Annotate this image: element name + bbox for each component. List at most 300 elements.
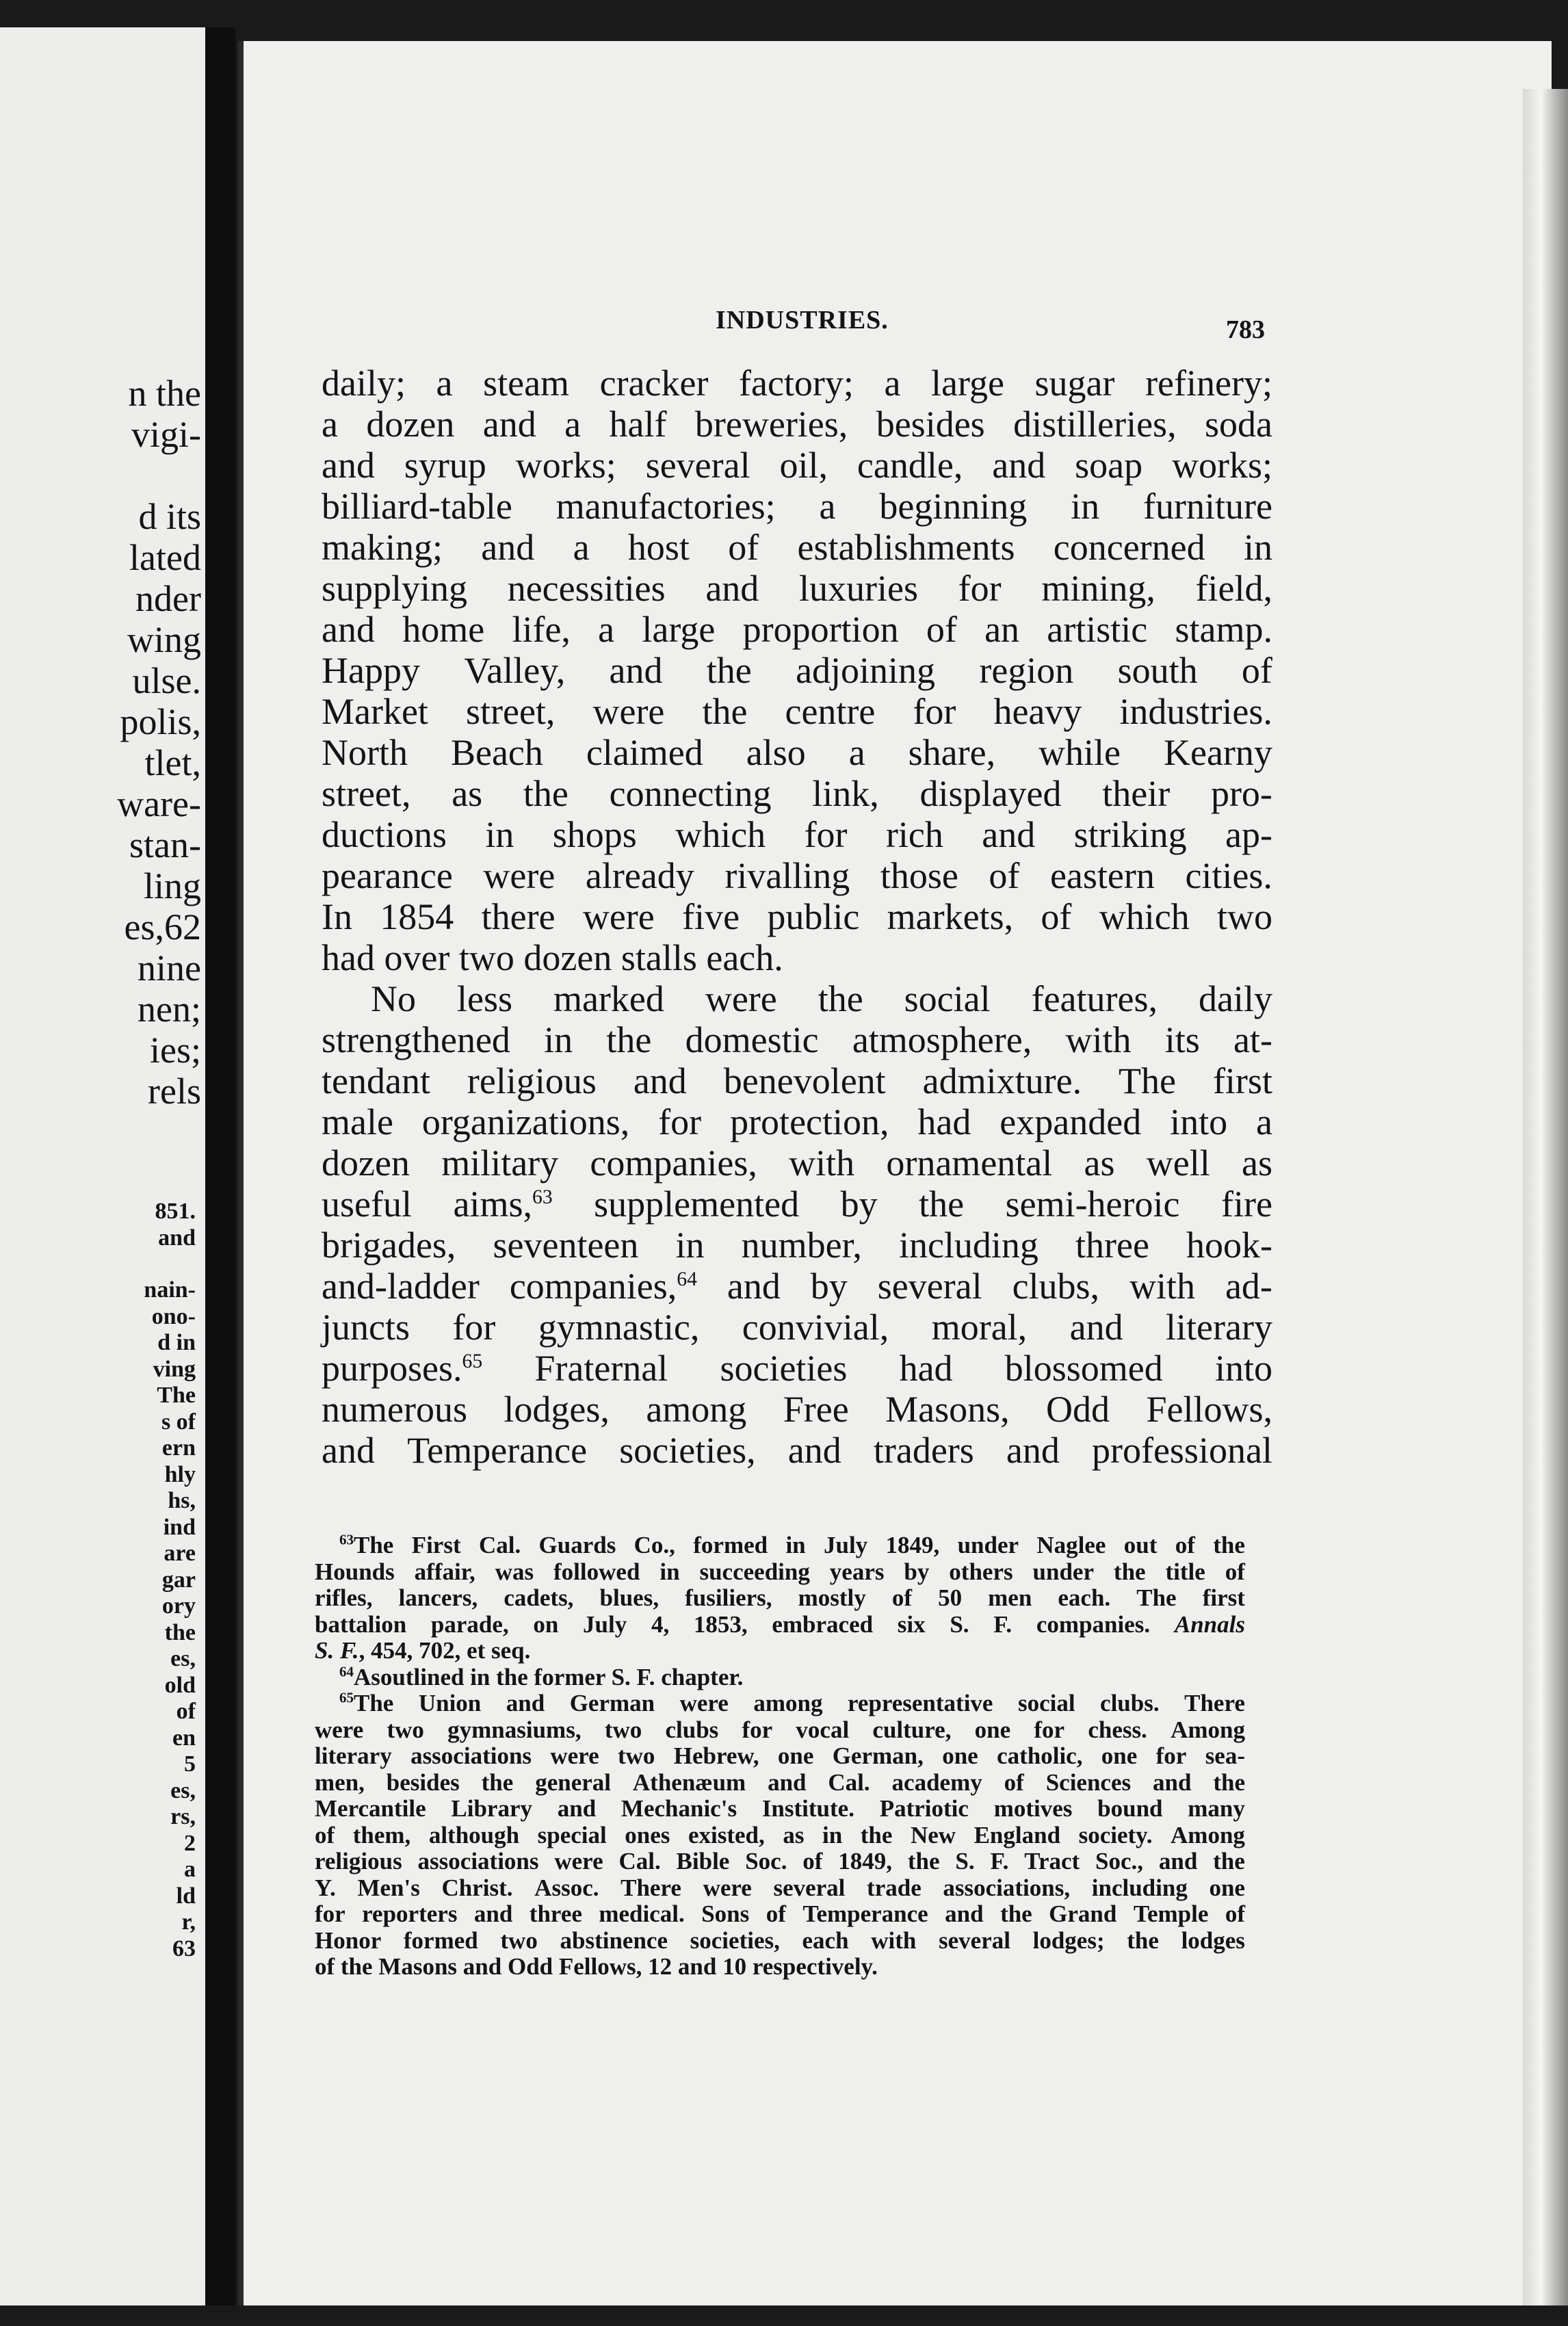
facing-line: ware-: [117, 783, 201, 824]
footnote-line: $^{64}$As outlined in the former S. F. chapter.: [339, 1662, 744, 1690]
facing-note-line: and: [158, 1225, 196, 1251]
footnote-line: [315, 1690, 1245, 1717]
word: numerous: [322, 1389, 467, 1430]
word: the: [907, 1848, 940, 1874]
footnote-line: [315, 1928, 1245, 1955]
word: and: [473, 1900, 513, 1927]
footnote-line: of the Masons and Odd Fellows, 12 and 10 respectively.: [315, 1953, 878, 1980]
word: south: [1117, 650, 1198, 691]
facing-note-line: ld: [176, 1883, 196, 1909]
word: as: [1084, 1142, 1115, 1184]
word: three: [529, 1900, 582, 1927]
word: field,: [1195, 568, 1272, 609]
word: daily: [1198, 978, 1272, 1019]
facing-line: ling: [143, 865, 201, 906]
word: two: [500, 1926, 538, 1954]
word: companies,$^{64}$: [509, 1266, 697, 1307]
word: many: [1188, 1795, 1245, 1822]
word: years: [829, 1558, 885, 1585]
footnote-number: 65: [339, 1689, 354, 1706]
word: one: [1101, 1742, 1138, 1769]
facing-note-line: ono-: [151, 1303, 196, 1329]
word: chess.: [1088, 1716, 1147, 1743]
footnote-line: [315, 1532, 1245, 1559]
word: works;: [515, 445, 616, 486]
word: several: [939, 1926, 1010, 1954]
word: several: [877, 1266, 982, 1307]
word: a: [436, 363, 453, 404]
word: lancers,: [398, 1584, 478, 1611]
word: by: [904, 1558, 930, 1585]
word: cracker: [599, 363, 709, 404]
text-line: [322, 896, 1272, 937]
word: two: [604, 1716, 642, 1743]
word: which: [1099, 896, 1190, 937]
word: which: [675, 814, 766, 855]
word: refinery;: [1145, 363, 1272, 404]
word: heavy: [993, 691, 1082, 732]
word: F.: [993, 1610, 1012, 1638]
word: with: [871, 1926, 917, 1954]
word: domestic: [685, 1019, 819, 1060]
word: the: [860, 1821, 893, 1848]
word: although: [428, 1821, 520, 1848]
word: aims,$^{63}$: [453, 1184, 553, 1225]
word: one: [1209, 1874, 1245, 1901]
facing-line: nine: [138, 948, 201, 989]
word: Christ.: [441, 1874, 513, 1901]
footnote-line: [315, 1848, 1245, 1875]
page-edge: [1523, 89, 1568, 2305]
word: had: [917, 1101, 971, 1142]
facing-line: wing: [127, 619, 201, 660]
word: breweries,: [694, 404, 848, 445]
text-line: [322, 1430, 1272, 1471]
word: under: [1032, 1558, 1094, 1585]
word: Fellows,: [1146, 1389, 1272, 1430]
word: and: [506, 1690, 545, 1716]
facing-line: rels: [148, 1071, 201, 1112]
word: were: [592, 691, 665, 732]
word: on: [533, 1610, 559, 1638]
word: were: [554, 1848, 603, 1874]
facing-note-line: the: [164, 1619, 196, 1645]
word: Sons: [701, 1900, 750, 1927]
word: motives: [993, 1795, 1073, 1822]
footnote-ref: 65: [462, 1350, 483, 1372]
word: Athenæum: [632, 1768, 746, 1796]
word: Tract: [1024, 1848, 1080, 1874]
word: them,: [352, 1821, 411, 1848]
word: supplemented: [594, 1184, 800, 1225]
word: into: [1214, 1348, 1272, 1389]
word: Assoc.: [534, 1874, 599, 1901]
text-line: [322, 1307, 1272, 1348]
text-line: [322, 527, 1272, 568]
word: was: [495, 1558, 534, 1585]
facing-note-line: of: [176, 1699, 196, 1724]
facing-page-notes: [144, 1199, 196, 1962]
word: special: [537, 1821, 607, 1848]
facing-note-line: The: [157, 1383, 196, 1408]
text-line: [322, 773, 1272, 814]
footnote-number: 63: [339, 1531, 354, 1548]
word: soda: [1205, 404, 1272, 445]
word: proportion: [742, 609, 899, 650]
word: expanded: [999, 1101, 1142, 1142]
word: Library: [451, 1795, 532, 1822]
word: in: [544, 1019, 573, 1060]
word: $^{63}$The: [339, 1531, 394, 1558]
word: supplying: [322, 568, 468, 609]
facing-line: d its: [138, 496, 201, 537]
word: and: [705, 568, 759, 609]
word: title: [1165, 1558, 1205, 1585]
word: societies,: [690, 1926, 780, 1954]
word: the: [523, 773, 569, 814]
word: gymnastic,: [538, 1307, 700, 1348]
word: Grand: [1049, 1900, 1117, 1927]
word: Soc.: [745, 1848, 787, 1874]
word: a: [819, 486, 836, 527]
facing-line: polis,: [120, 701, 201, 742]
facing-note-line: [144, 1251, 196, 1277]
footnote-line: [315, 1743, 1245, 1770]
word: and-ladder: [322, 1266, 480, 1307]
word: academy: [891, 1768, 982, 1796]
word: S.: [950, 1610, 969, 1638]
word: mostly: [798, 1584, 866, 1611]
word: juncts: [322, 1307, 410, 1348]
word: of: [728, 527, 759, 568]
facing-line: nder: [135, 578, 201, 619]
facing-line: ies;: [150, 1030, 201, 1071]
footnote-line: [315, 1901, 1245, 1928]
word: rivalling: [724, 855, 850, 896]
word: Hebrew,: [673, 1742, 759, 1769]
facing-page-text: [117, 373, 201, 1112]
word: less: [456, 978, 512, 1019]
word: strengthened: [322, 1019, 510, 1060]
text-line: [322, 404, 1272, 445]
word: 1853,: [693, 1610, 748, 1638]
word: by: [840, 1184, 878, 1225]
word: of: [1225, 1558, 1245, 1585]
text-line: [322, 691, 1272, 732]
word: were: [582, 896, 655, 937]
facing-line: ulse.: [132, 660, 201, 701]
word: sea-: [1205, 1742, 1245, 1769]
word: England: [974, 1821, 1061, 1848]
facing-line: n the: [128, 373, 201, 414]
word: formed: [403, 1926, 478, 1954]
word: blues,: [599, 1584, 659, 1611]
word: Patriotic: [879, 1795, 969, 1822]
word: religious: [315, 1848, 402, 1874]
word: professional: [1091, 1430, 1272, 1471]
word: society.: [1078, 1821, 1153, 1848]
word: half: [609, 404, 667, 445]
page-number: 783: [1226, 315, 1265, 344]
word: Temperance: [407, 1430, 588, 1471]
word: soap: [1075, 445, 1143, 486]
word: including: [1091, 1874, 1188, 1901]
footnote-number: 64: [339, 1662, 354, 1680]
word: and: [1069, 1307, 1123, 1348]
word: and: [322, 609, 375, 650]
word: In: [322, 896, 352, 937]
facing-note-line: 63: [172, 1935, 196, 1961]
word: with: [1065, 1019, 1132, 1060]
word: battalion: [315, 1610, 407, 1638]
word: Mechanic's: [620, 1795, 737, 1822]
word: into: [1170, 1101, 1228, 1142]
word: including: [898, 1225, 1038, 1266]
word: a: [848, 732, 865, 773]
word: a: [564, 404, 582, 445]
word: in: [785, 1532, 806, 1558]
word: 1854: [380, 896, 454, 937]
word: an: [984, 609, 1020, 650]
word: factory;: [739, 363, 854, 404]
word: Free: [783, 1389, 849, 1430]
word: for: [913, 691, 956, 732]
facing-note-line: 851.: [155, 1199, 196, 1224]
facing-note-line: a: [184, 1857, 196, 1882]
word: 1849,: [838, 1848, 893, 1874]
footnotes: [315, 1532, 1245, 1981]
paragraph-2: [322, 978, 1272, 1471]
text-line: [322, 568, 1272, 609]
facing-note-line: s of: [161, 1409, 196, 1435]
word: under: [957, 1532, 1019, 1558]
word: had: [899, 1348, 953, 1389]
word: existed,: [688, 1821, 765, 1848]
word: dozen: [366, 404, 455, 445]
word: and: [787, 1430, 841, 1471]
word: men: [988, 1584, 1032, 1611]
word: There: [620, 1874, 681, 1901]
paragraph-1: [322, 363, 1272, 978]
facing-note-line: ory: [161, 1593, 196, 1619]
word: Hounds: [315, 1558, 395, 1585]
word: No: [371, 978, 416, 1019]
text-line: [322, 1019, 1272, 1060]
facing-page: [0, 27, 205, 2305]
word: ones: [625, 1821, 670, 1848]
word: oil,: [779, 445, 828, 486]
word: for: [1034, 1716, 1065, 1743]
word: ductions: [322, 814, 447, 855]
word: trade: [867, 1874, 922, 1901]
facing-note-line: ving: [153, 1356, 196, 1382]
word: one: [942, 1742, 978, 1769]
word: and: [727, 1266, 781, 1307]
word: for: [958, 568, 1002, 609]
word: Among: [1171, 1716, 1245, 1743]
word: affair,: [414, 1558, 475, 1585]
word: associations,: [943, 1874, 1071, 1901]
word: of: [315, 1821, 335, 1848]
word: Naglee: [1036, 1532, 1106, 1558]
word: their: [1102, 773, 1171, 814]
word: dozen: [322, 1142, 410, 1184]
facing-note-line: nain-: [144, 1277, 196, 1303]
word: and: [322, 445, 375, 486]
word: catholic,: [997, 1742, 1083, 1769]
word: a: [1256, 1101, 1272, 1142]
word: connecting: [609, 773, 772, 814]
word: by: [810, 1266, 848, 1307]
word: organizations,: [421, 1101, 630, 1142]
word: and: [1006, 1430, 1060, 1471]
word: societies: [720, 1348, 848, 1389]
word: the: [606, 1019, 652, 1060]
word: Men's: [357, 1874, 420, 1901]
word: literary: [315, 1742, 392, 1769]
word: clubs: [665, 1716, 719, 1743]
word: succeeding: [699, 1558, 810, 1585]
word: making;: [322, 527, 443, 568]
word: 1849,: [885, 1532, 940, 1558]
word: link,: [812, 773, 879, 814]
word: industries.: [1119, 691, 1272, 732]
word: several: [773, 1874, 846, 1901]
word: besides: [876, 404, 985, 445]
word: and: [633, 1060, 687, 1101]
text-line: [322, 978, 1272, 1019]
word: besides: [386, 1768, 460, 1796]
word: two: [1216, 896, 1272, 937]
word: clubs.: [1100, 1690, 1160, 1716]
word: and: [481, 527, 535, 568]
word: were: [550, 1742, 599, 1769]
word: brigades,: [322, 1225, 456, 1266]
word: shops: [552, 814, 637, 855]
word: Cal.: [618, 1848, 661, 1874]
word: were: [315, 1716, 364, 1743]
word: There: [1184, 1690, 1245, 1716]
word: Institute.: [761, 1795, 854, 1822]
word: Union: [418, 1690, 482, 1716]
word: social: [904, 978, 991, 1019]
word: Cal.: [478, 1532, 521, 1558]
word: were: [483, 855, 556, 896]
word: marked: [553, 978, 664, 1019]
facing-line: stan-: [129, 824, 201, 865]
word: rifles,: [315, 1584, 373, 1611]
word: semi-heroic: [1005, 1184, 1180, 1225]
facing-line: tlet,: [144, 742, 201, 783]
text-line: [322, 1060, 1272, 1101]
word: sugar: [1034, 363, 1115, 404]
word: first: [1202, 1584, 1245, 1611]
word: bound: [1097, 1795, 1163, 1822]
word: and: [322, 1430, 375, 1471]
word: street,: [322, 773, 411, 814]
word: several: [645, 445, 750, 486]
word: Mercantile: [315, 1795, 426, 1822]
word: steam: [483, 363, 570, 404]
word: blossomed: [1004, 1348, 1163, 1389]
word: public: [767, 896, 860, 937]
facing-note-line: en: [172, 1725, 196, 1751]
word: Temperance: [802, 1900, 928, 1927]
facing-note-line: gar: [161, 1567, 196, 1593]
word: artistic: [1047, 609, 1148, 650]
word: well: [1146, 1142, 1210, 1184]
word: hook-: [1186, 1225, 1272, 1266]
word: necessities: [507, 568, 666, 609]
word: two: [387, 1716, 424, 1743]
word: of: [1175, 1532, 1195, 1558]
footnote-line: [315, 1717, 1245, 1744]
facing-note-line: 5: [184, 1751, 196, 1777]
word: pearance: [322, 855, 453, 896]
word: large: [642, 609, 716, 650]
word: of: [926, 609, 957, 650]
text-line: [322, 814, 1272, 855]
word: German: [569, 1690, 655, 1716]
word: $^{64}$As: [339, 1662, 380, 1690]
word: while: [1038, 732, 1121, 773]
word: mining,: [1041, 568, 1155, 609]
word: male: [322, 1101, 393, 1142]
word: number,: [741, 1225, 862, 1266]
footnote-ref: 63: [532, 1186, 553, 1208]
word: North: [322, 732, 408, 773]
body-text: [322, 363, 1272, 1471]
word: in: [1243, 527, 1272, 568]
word: Bible: [676, 1848, 730, 1874]
word: Beach: [450, 732, 543, 773]
word: moral,: [931, 1307, 1028, 1348]
word: six: [897, 1610, 926, 1638]
facing-note-line: hly: [164, 1461, 196, 1487]
text-line: [322, 1101, 1272, 1142]
footnote: [315, 1664, 1245, 1691]
word: large: [931, 363, 1004, 404]
footnote-line: [315, 1796, 1245, 1822]
word: The: [1119, 1060, 1176, 1101]
footnote-line: [315, 1822, 1245, 1849]
word: each: [802, 1926, 849, 1954]
word: a: [598, 609, 615, 650]
text-line: [322, 650, 1272, 691]
word: two: [617, 1742, 655, 1769]
word: striking: [1073, 814, 1187, 855]
word: rich: [885, 814, 943, 855]
word: Temple: [1133, 1900, 1209, 1927]
word: fusiliers,: [685, 1584, 772, 1611]
word: three: [1075, 1225, 1149, 1266]
word: each.: [1058, 1584, 1111, 1611]
facing-note-line: es,: [170, 1777, 196, 1803]
text-line: [322, 609, 1272, 650]
word: and: [1153, 1768, 1192, 1796]
word: adjoining: [796, 650, 936, 691]
word: men,: [315, 1768, 365, 1796]
word: concerned: [1053, 527, 1205, 568]
word: its: [1164, 1019, 1200, 1060]
word: ap-: [1225, 814, 1272, 855]
word: the: [1213, 1848, 1245, 1874]
text-line: [322, 1266, 1272, 1307]
word: the: [481, 1768, 514, 1796]
word: vocal: [796, 1716, 850, 1743]
word: literary: [1166, 1307, 1272, 1348]
facing-note-line: 2: [184, 1830, 196, 1856]
